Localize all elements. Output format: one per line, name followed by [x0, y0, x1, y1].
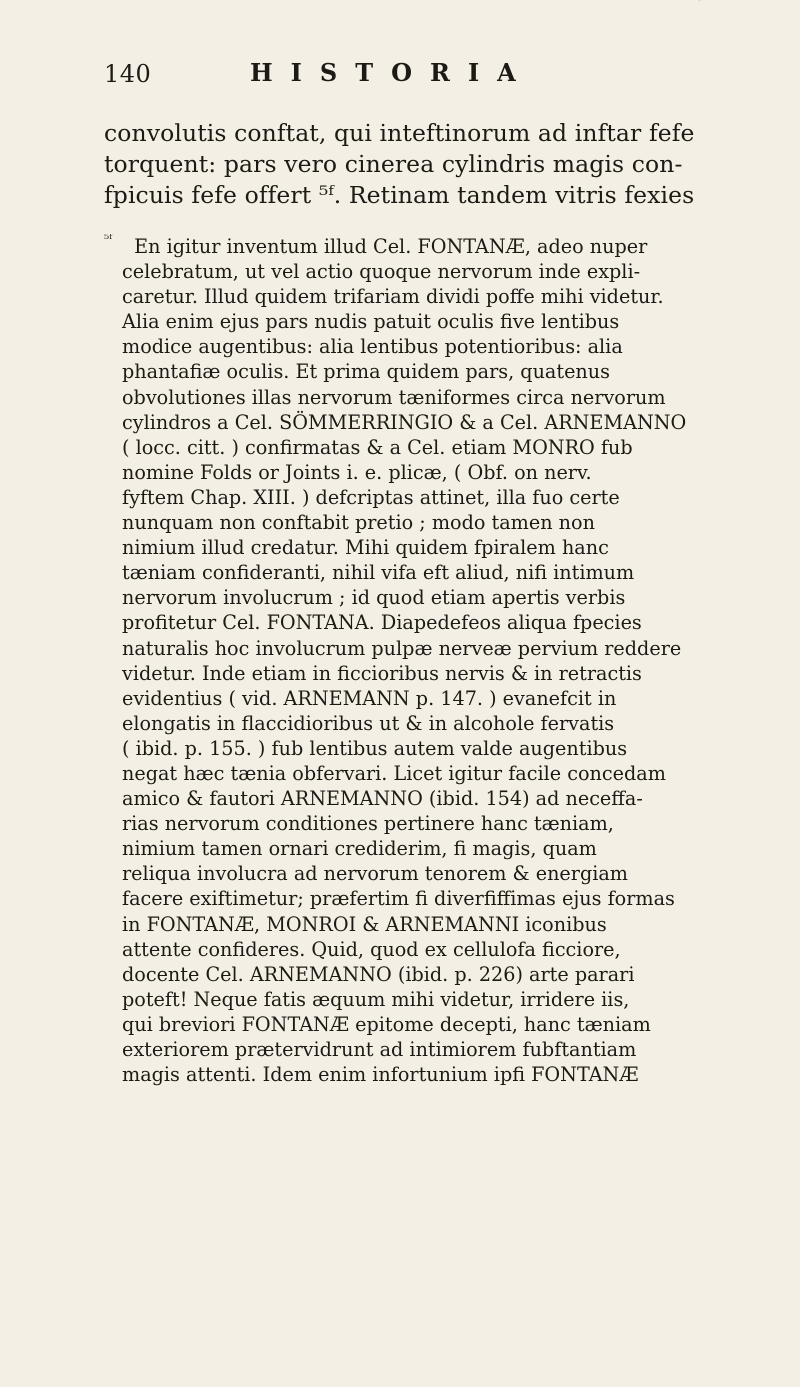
footnote-line: magis attenti. Idem enim infortunium ipfi FONTANÆ: [122, 1063, 639, 1087]
footnote-line: nomine Folds or Joints i. e. plicæ, ( Obf. on nerv.: [122, 460, 592, 484]
footnote-line: celebratum, ut vel actio quoque nervorum inde expli-: [122, 260, 641, 284]
footnote-line: nimium tamen ornari crediderim, fi magis, quam: [122, 837, 597, 861]
main-text-block: [104, 118, 724, 211]
footnote-line: ( locc. citt. ) confirmatas & a Cel. etiam MONRO fub: [122, 435, 633, 459]
footnote-line: facere exiftimetur; præfertim fi diverfiffimas ejus formas: [122, 887, 675, 911]
footnote-line: naturalis hoc involucrum pulpæ nerveæ pervium reddere: [122, 636, 682, 660]
footnote-line: nervorum involucrum ; id quod etiam apertis verbis: [122, 586, 626, 610]
footnote-line: ( ibid. p. 155. ) fub lentibus autem valde augentibus: [122, 736, 628, 760]
footnote-line: nimium illud credatur. Mihi quidem fpiralem hanc: [122, 536, 609, 560]
footnote-line: phantafiæ oculis. Et prima quidem pars, quatenus: [122, 360, 610, 384]
footnote-line: modice augentibus: alia lentibus potentioribus: alia: [122, 335, 623, 359]
footnote-line: [104, 234, 724, 259]
footnote-line: evidentius ( vid. ARNEMANN p. 147. ) evanefcit in: [122, 686, 617, 710]
footnote-line: fyftem Chap. XIII. ) defcriptas attinet, illa fuo certe: [122, 485, 620, 509]
page-number: 140: [104, 60, 152, 88]
footnote-line-text: En igitur inventum illud Cel. FONTANÆ, adeo nuper: [134, 235, 648, 258]
footnote-line: poteft! Neque fatis æquum mihi videtur, irridere iis,: [122, 987, 630, 1011]
footnote-line: reliqua involucra ad nervorum tenorem & energiam: [122, 862, 629, 886]
footnote-line: rias nervorum conditiones pertinere hanc tæniam,: [122, 812, 614, 836]
footnote-line: amico & fautori ARNEMANNO (ibid. 154) ad neceffa-: [122, 787, 643, 811]
footnote-line: exteriorem prætervidrunt ad intimiorem fubftantiam: [122, 1038, 637, 1061]
footnote-line: qui breviori FONTANÆ epitome decepti, hanc tæniam: [122, 1012, 651, 1036]
main-text-line: torquent: pars vero cinerea cylindris magis con-: [104, 150, 683, 178]
footnote-line: in FONTANÆ, MONROI & ARNEMANNI iconibus: [122, 912, 607, 936]
footnote-line: docente Cel. ARNEMANNO (ibid. p. 226) arte parari: [122, 962, 635, 986]
page-title: HISTORIA: [250, 58, 534, 87]
footnote-line: videtur. Inde etiam in ficcioribus nervis & in retractis: [122, 661, 642, 685]
page-edge-mark: [698, 0, 731, 1]
footnote-line: cylindros a Cel. SÖMMERRINGIO & a Cel. ARNEMANNO: [122, 410, 687, 434]
running-head: [104, 54, 724, 90]
main-text-line: convolutis conftat, qui inteftinorum ad inftar fefe: [104, 119, 695, 147]
footnote-marker: ⁵ᶠ: [104, 234, 113, 247]
footnote-line: negat hæc tænia obfervari. Licet igitur facile concedam: [122, 761, 666, 785]
footnote-line: Alia enim ejus pars nudis patuit oculis five lentibus: [122, 310, 620, 334]
footnote-line: caretur. Illud quidem trifariam dividi poffe mihi videtur.: [122, 285, 664, 309]
footnote-line: attente confideres. Quid, quod ex cellulofa ficciore,: [122, 937, 621, 961]
footnote-line: elongatis in flaccidioribus ut & in alcohole fervatis: [122, 711, 615, 735]
footnote: [104, 234, 724, 1087]
footnote-line: nunquam non conftabit pretio ; modo tamen non: [122, 511, 595, 535]
footnote-line: obvolutiones illas nervorum tæniformes circa nervorum: [122, 385, 666, 409]
footnote-line: tæniam confideranti, nihil vifa eft aliud, nifi intimum: [122, 561, 635, 585]
main-text-line: fpicuis fefe offert ⁵ᶠ. Retinam tandem vitris fexies: [104, 181, 695, 209]
footnote-line: profitetur Cel. FONTANA. Diapedefeos aliqua fpecies: [122, 611, 642, 635]
